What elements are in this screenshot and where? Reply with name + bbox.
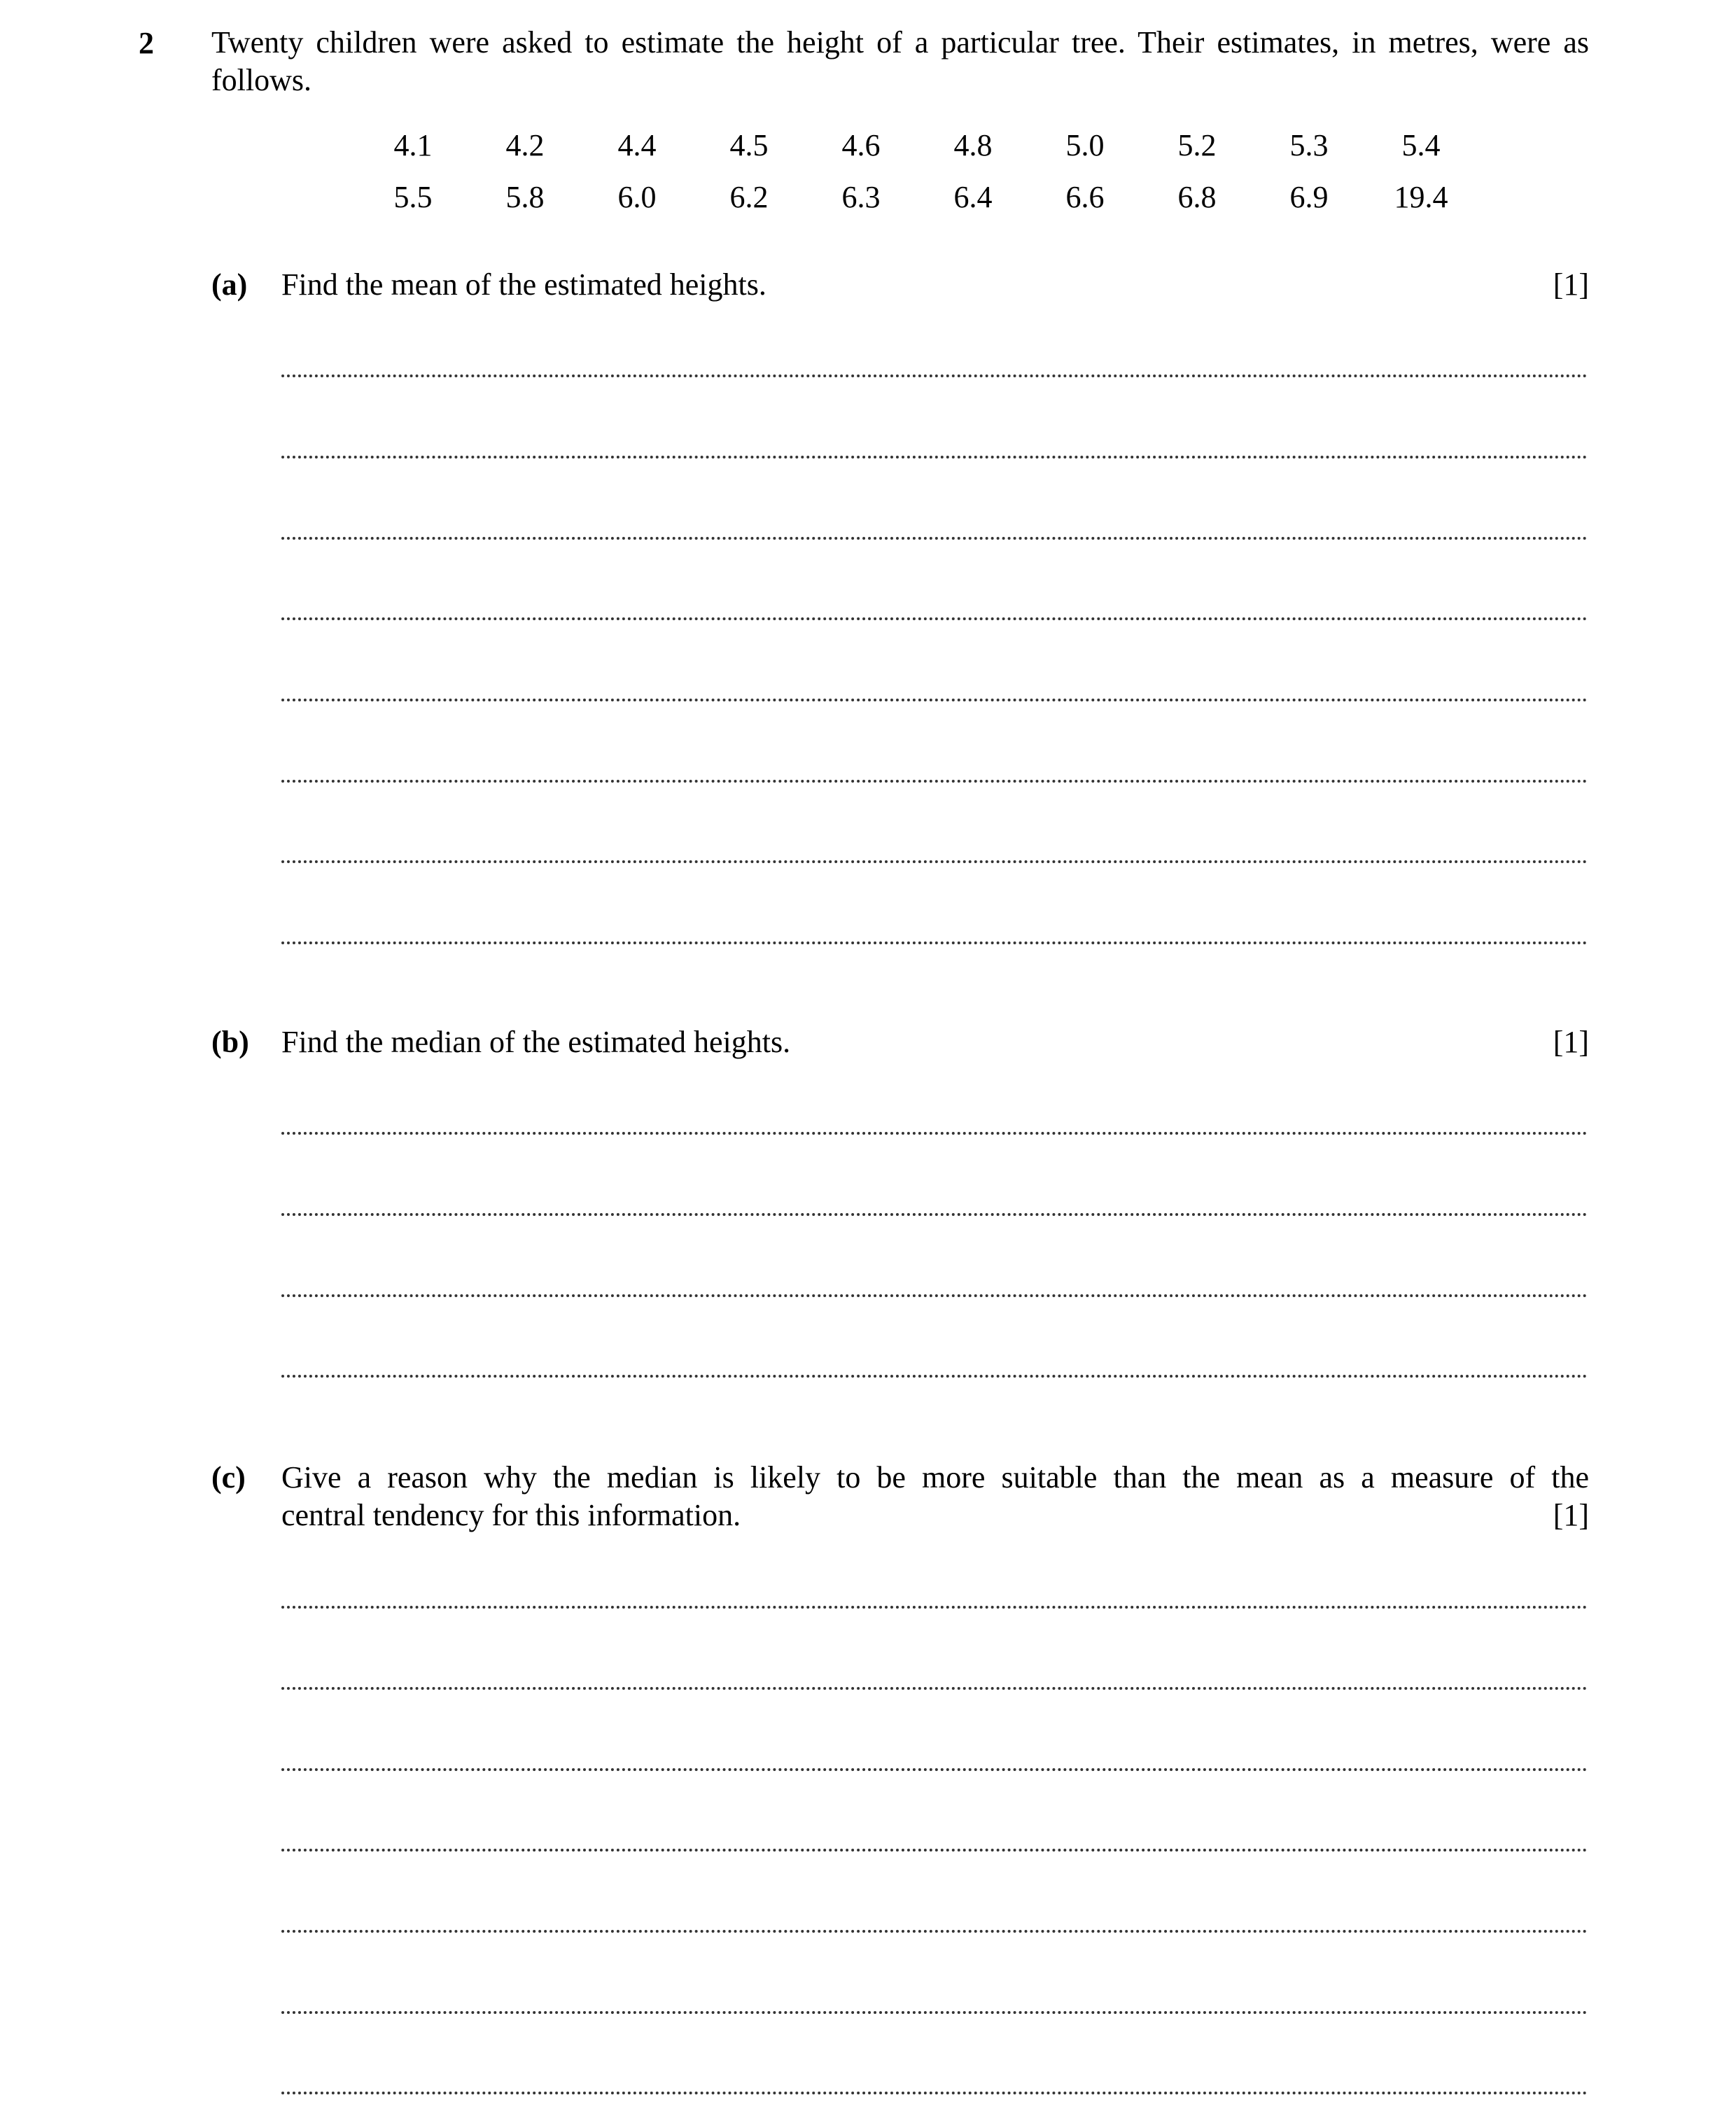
part-a-label: (a) [211, 267, 248, 302]
part-c-marks: [1] [1553, 1498, 1589, 1532]
answer-line-a-7[interactable] [281, 860, 1588, 863]
answer-line-b-4[interactable] [281, 1375, 1588, 1378]
estimate-value: 5.0 [1065, 127, 1105, 162]
answer-line-a-8[interactable] [281, 941, 1588, 944]
question-number: 2 [139, 26, 154, 60]
estimate-value: 6.4 [953, 179, 993, 214]
estimate-value: 5.8 [505, 179, 545, 214]
answer-line-b-3[interactable] [281, 1294, 1588, 1297]
answer-line-b-2[interactable] [281, 1213, 1588, 1216]
estimate-value: 6.6 [1065, 179, 1105, 214]
estimate-value: 6.9 [1289, 179, 1329, 214]
answer-line-a-6[interactable] [281, 780, 1588, 783]
answer-line-c-6[interactable] [281, 2011, 1588, 2014]
estimates-row-2 [357, 171, 1477, 223]
estimates-row-1 [357, 119, 1477, 171]
estimate-value: 4.8 [953, 127, 993, 162]
estimate-value: 6.8 [1177, 179, 1217, 214]
answer-line-b-1[interactable] [281, 1132, 1588, 1135]
answer-line-a-5[interactable] [281, 699, 1588, 701]
estimate-value: 6.3 [841, 179, 881, 214]
estimate-value: 4.6 [841, 127, 881, 162]
estimate-value: 5.3 [1289, 127, 1329, 162]
estimate-value: 4.4 [617, 127, 657, 162]
answer-line-a-2[interactable] [281, 456, 1588, 458]
part-c [211, 1459, 1589, 1536]
part-c-question [281, 1459, 1589, 1534]
estimate-value: 6.0 [617, 179, 657, 214]
part-c-label: (c) [211, 1460, 246, 1494]
answer-line-c-7[interactable] [281, 2092, 1588, 2094]
answer-line-c-2[interactable] [281, 1687, 1588, 1690]
estimate-value: 5.5 [393, 179, 433, 214]
estimate-value: 4.1 [393, 127, 433, 162]
answer-line-c-4[interactable] [281, 1849, 1588, 1851]
estimate-value: 4.2 [505, 127, 545, 162]
estimates-table [357, 119, 1477, 223]
answer-line-c-5[interactable] [281, 1930, 1588, 1933]
estimate-value: 5.4 [1401, 127, 1441, 162]
part-a-question: Find the mean of the estimated heights. [281, 267, 766, 302]
estimate-value: 5.2 [1177, 127, 1217, 162]
part-b-question: Find the median of the estimated heights. [281, 1025, 791, 1059]
answer-line-a-1[interactable] [281, 374, 1588, 377]
part-b-marks: [1] [1553, 1025, 1589, 1059]
estimate-value: 19.4 [1394, 179, 1448, 214]
answer-line-a-4[interactable] [281, 617, 1588, 620]
estimate-value: 6.2 [729, 179, 769, 214]
part-c-question-line-1: Give a reason why the median is likely to be more suitable than the mean as a measure of the [281, 1460, 1589, 1494]
answer-line-c-1[interactable] [281, 1606, 1588, 1609]
part-b-label: (b) [211, 1025, 249, 1059]
answer-line-c-3[interactable] [281, 1768, 1588, 1771]
part-a-marks: [1] [1553, 267, 1589, 302]
question-stem: Twenty children were asked to estimate the height of a particular tree. Their estimates, in metres, were as follows. [211, 25, 1589, 97]
part-c-question-line-2: central tendency for this information. [281, 1498, 741, 1532]
answer-line-a-3[interactable] [281, 537, 1588, 540]
estimate-value: 4.5 [729, 127, 769, 162]
